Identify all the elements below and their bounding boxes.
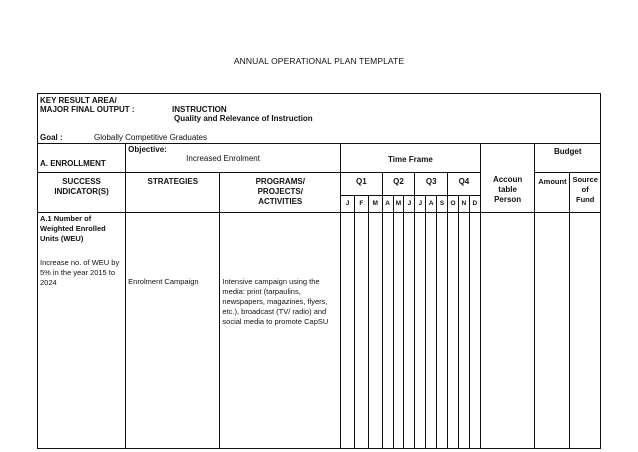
month-body-cell: [368, 212, 382, 448]
month-cell: N: [458, 195, 469, 212]
month-cell: J: [415, 195, 426, 212]
q2-header: [382, 172, 415, 195]
q3-header: [415, 172, 448, 195]
source-of-fund-label: Source of Fund: [572, 174, 598, 204]
program-cell: [220, 212, 341, 448]
source-of-fund-header: [570, 172, 600, 212]
month-body-cell: [437, 212, 448, 448]
source-body-cell: [570, 212, 600, 448]
month-cell: M: [393, 195, 404, 212]
amount-body-cell: [535, 212, 570, 448]
month-cell: A: [382, 195, 393, 212]
month-cell: J: [341, 195, 355, 212]
strategy-cell: [126, 212, 220, 448]
form-header: [38, 94, 600, 144]
mfo-value: Quality and Relevance of Instruction: [174, 114, 313, 123]
month-cell: D: [469, 195, 480, 212]
month-body-cell: [341, 212, 355, 448]
time-frame-cell: [341, 144, 481, 172]
kra-label-1: KEY RESULT AREA/: [40, 96, 117, 105]
goal-label: Goal :: [40, 133, 63, 142]
success-indicator-header: [38, 172, 126, 212]
month-body-cell: [415, 212, 426, 448]
month-cell: M: [368, 195, 382, 212]
document-title: ANNUAL OPERATIONAL PLAN TEMPLATE: [233, 56, 405, 66]
kra-value: INSTRUCTION: [172, 105, 227, 114]
strategy-text: Enrolment Campaign: [128, 276, 199, 286]
indicator-text: Increase no. of WEU by 5% in the year 2015 to 2024: [40, 257, 120, 287]
kra-label-2: MAJOR FINAL OUTPUT :: [40, 105, 135, 114]
month-cell: O: [448, 195, 459, 212]
objective-cell: [126, 144, 341, 172]
budget-cell: [535, 144, 600, 172]
month-body-cell: [354, 212, 368, 448]
month-cell: F: [354, 195, 368, 212]
amount-header: [535, 172, 570, 212]
month-cell: J: [404, 195, 415, 212]
objective-label: Objective:: [128, 145, 167, 154]
month-body-cell: [404, 212, 415, 448]
q4-header: [448, 172, 481, 195]
programs-label: PROGRAMS/ PROJECTS/ ACTIVITIES: [255, 176, 305, 206]
accountable-person-label: Accoun table Person: [492, 175, 523, 204]
month-body-cell: [382, 212, 393, 448]
plan-table: [38, 144, 600, 448]
month-cell: S: [437, 195, 448, 212]
indicator-title: A.1 Number of Weighted Enrolled Units (WEU): [40, 213, 106, 243]
success-indicator-label: SUCCESS INDICATOR(S): [54, 176, 109, 196]
amount-label: Amount: [538, 176, 567, 186]
q1-label: Q1: [356, 176, 367, 186]
q3-label: Q3: [425, 176, 437, 186]
accountable-person-cell: [480, 144, 535, 212]
strategies-header: [126, 172, 220, 212]
goal-value: Globally Competitive Graduates: [94, 133, 207, 142]
operational-plan-form: [37, 93, 601, 449]
programs-header: [220, 172, 341, 212]
section-label: A. ENROLLMENT: [40, 159, 106, 168]
section-cell: [38, 144, 126, 172]
q2-label: Q2: [393, 176, 404, 186]
month-body-cell: [448, 212, 459, 448]
budget-label: Budget: [553, 147, 582, 156]
q4-label: Q4: [458, 176, 470, 186]
month-body-cell: [426, 212, 437, 448]
program-text: Intensive campaign using the media: print (tarpaulins, newspapers, magazines, flyers, etc.), broadcast (TV/ radio) and social media to promote CapSU: [222, 276, 329, 326]
strategies-label: STRATEGIES: [147, 176, 199, 186]
accountable-body-cell: [480, 212, 535, 448]
time-frame-label: Time Frame: [388, 155, 433, 164]
month-body-cell: [393, 212, 404, 448]
month-body-cell: [469, 212, 480, 448]
month-body-cell: [458, 212, 469, 448]
objective-value: Increased Enrolment: [186, 154, 260, 163]
indicator-cell: [38, 212, 126, 448]
month-cell: A: [426, 195, 437, 212]
q1-header: [341, 172, 383, 195]
